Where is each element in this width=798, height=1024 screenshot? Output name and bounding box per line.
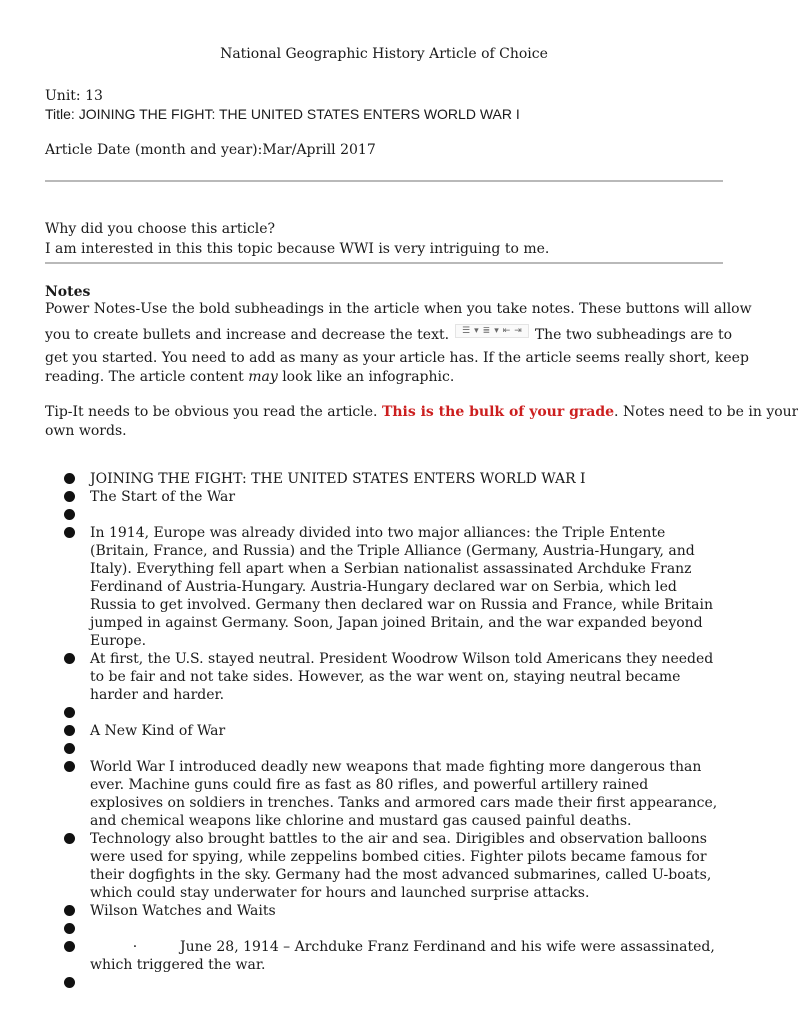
bullet-icon	[64, 905, 75, 916]
bullet-icon	[64, 743, 75, 754]
why-question: Why did you choose this article?	[45, 221, 276, 237]
bullet-icon	[64, 977, 75, 988]
tip-line	[45, 404, 798, 420]
instruction-line	[45, 369, 454, 385]
bullet-icon	[64, 509, 75, 520]
article-title: Title: JOINING THE FIGHT: THE UNITED STATES ENTERS WORLD WAR I	[45, 106, 520, 122]
list-item[interactable]	[64, 722, 724, 740]
note-subheading: A New Kind of War	[90, 723, 226, 739]
note-text: June 28, 1914 – Archduke Franz Ferdinand and his wife were assassinated, which triggered the war.	[90, 939, 715, 973]
bullet-icon	[64, 473, 75, 484]
list-item[interactable]	[64, 902, 724, 920]
instruction-text: reading. The article content	[45, 369, 249, 385]
grade-emphasis: This is the bulk of your grade	[381, 404, 615, 420]
decrease-indent-icon: ⇤	[502, 326, 511, 336]
bullet-icon	[64, 725, 75, 736]
instruction-text: you to create bullets and increase and decrease the text.	[45, 327, 450, 343]
list-item[interactable]	[64, 470, 724, 488]
notes-heading: Notes	[45, 284, 91, 300]
instruction-emphasis: may	[248, 369, 278, 385]
instruction-line: get you started. You need to add as many as your article has. If the article seems really short, keep	[45, 350, 749, 366]
numbered-list-icon: ≣	[482, 326, 491, 336]
bullet-icon	[64, 761, 75, 772]
list-item[interactable]	[64, 938, 724, 974]
tip-line: own words.	[45, 423, 127, 439]
tip-text: Tip-It needs to be obvious you read the article.	[45, 404, 382, 420]
sub-bullet-icon: ·	[132, 939, 138, 955]
list-item[interactable]	[64, 704, 724, 722]
list-item[interactable]	[64, 506, 724, 524]
bullet-icon	[64, 707, 75, 718]
bulleted-list-icon: ☰	[462, 326, 471, 336]
bullet-icon	[64, 833, 75, 844]
bullet-icon	[64, 527, 75, 538]
instruction-text: The two subheadings are to	[534, 327, 733, 343]
increase-indent-icon: ⇥	[514, 326, 522, 336]
bullet-icon	[64, 923, 75, 934]
note-text: In 1914, Europe was already divided into two major alliances: the Triple Entente (Britain, France, and Russia) and the Triple Alliance (Germany, Austria-Hungary, and Italy). Everything fell apart when a Serbian nationalist assassinated Archduke Franz Ferdinand of Austria-Hungary. Austria-Hungary declared war on Serbia, which led Russia to get involved. Germany then declared war on Russia and France, while Britain jumped in against Germany. Soon, Japan joined Britain, and the war expanded beyond Europe.	[90, 525, 714, 649]
document-title: National Geographic History Article of Choice	[220, 46, 548, 62]
article-date: Article Date (month and year):Mar/Aprill 2017	[45, 142, 376, 158]
notes-list	[64, 470, 724, 992]
bullet-icon	[64, 941, 75, 952]
tip-text: . Notes need to be in your	[614, 404, 798, 420]
why-answer[interactable]: I am interested in this this topic because WWI is very intriguing to me.	[45, 241, 550, 257]
instruction-text: look like an infographic.	[277, 369, 455, 385]
note-subheading: JOINING THE FIGHT: THE UNITED STATES ENTERS WORLD WAR I	[90, 471, 586, 487]
note-subheading: Wilson Watches and Waits	[90, 903, 276, 919]
list-item[interactable]	[64, 830, 724, 902]
list-item[interactable]	[64, 920, 724, 938]
list-item[interactable]	[64, 974, 724, 992]
list-item[interactable]	[64, 650, 724, 704]
note-subheading: The Start of the War	[90, 489, 236, 505]
unit-label: Unit: 13	[45, 88, 103, 104]
instruction-line	[45, 327, 732, 343]
list-item[interactable]	[64, 488, 724, 506]
note-text: Technology also brought battles to the air and sea. Dirigibles and observation balloons were used for spying, while zeppelins bombed cities. Fighter pilots became famous for their dogfights in the sky. Germany had the most advanced submarines, called U-boats, which could stay underwater for hours and launched surprise attacks.	[90, 831, 712, 901]
bullet-icon	[64, 653, 75, 664]
bullet-icon	[64, 491, 75, 502]
instruction-line: Power Notes-Use the bold subheadings in the article when you take notes. These buttons will allow	[45, 301, 752, 317]
dropdown-icon: ▾	[474, 326, 479, 336]
note-text: At first, the U.S. stayed neutral. President Woodrow Wilson told Americans they needed to be fair and not take sides. However, as the war went on, staying neutral became harder and harder.	[90, 651, 714, 703]
list-item[interactable]	[64, 758, 724, 830]
list-item[interactable]	[64, 524, 724, 650]
divider	[45, 180, 723, 182]
dropdown-icon: ▾	[494, 326, 499, 336]
formatting-toolbar	[455, 324, 529, 338]
note-text: World War I introduced deadly new weapons that made fighting more dangerous than ever. Machine guns could fire as fast as 80 rifles, and powerful artillery rained explosives on soldiers in trenches. Tanks and armored cars made their first appearance, and chemical weapons like chlorine and mustard gas caused painful deaths.	[90, 759, 718, 829]
divider	[45, 262, 723, 264]
list-item[interactable]	[64, 740, 724, 758]
